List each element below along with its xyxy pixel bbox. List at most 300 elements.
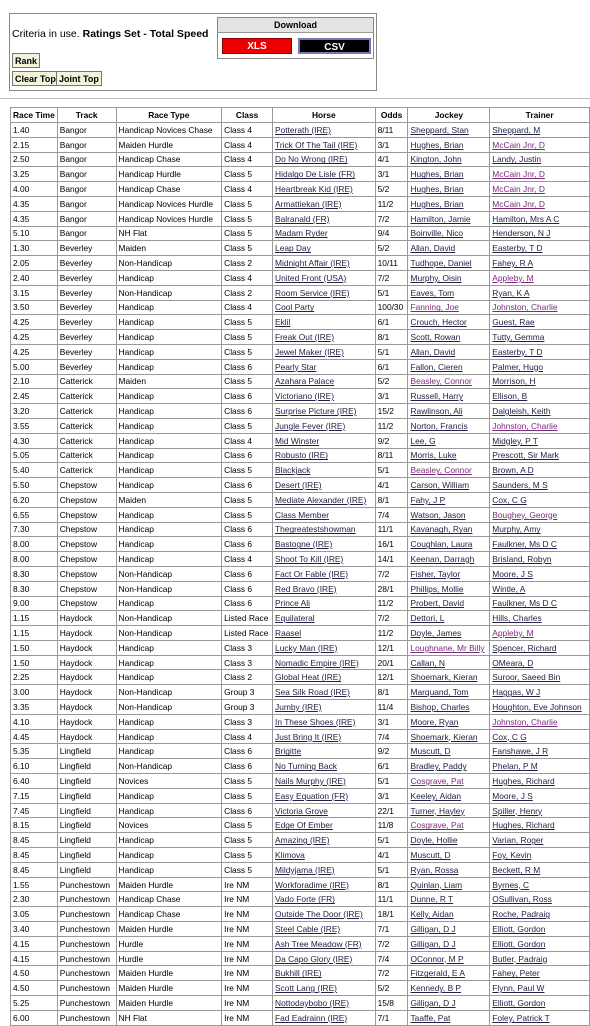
jockey-link[interactable]: Bishop, Charles — [410, 701, 470, 712]
horse-link[interactable]: Prince Ali — [275, 598, 310, 609]
race-time-cell: 6.00 — [11, 1010, 58, 1025]
jockey-link[interactable]: Muscutt, D — [410, 746, 451, 757]
trainer-link[interactable]: Easterby, T D — [492, 346, 543, 357]
horse-link[interactable]: Vado Forte (FR) — [275, 894, 335, 905]
jockey-link[interactable]: Sheppard, Stan — [410, 124, 469, 135]
horse-link[interactable]: Azahara Palace — [275, 376, 335, 387]
horse-link[interactable]: Scott Lang (IRE) — [275, 983, 337, 994]
horse-link[interactable]: Balranald (FR) — [275, 213, 330, 224]
class-cell: Ire NM — [222, 907, 273, 922]
horse-link[interactable]: Freak Out (IRE) — [275, 332, 335, 343]
race-time-cell: 3.50 — [11, 300, 58, 315]
trainer-link[interactable]: Spiller, Henry — [492, 805, 543, 816]
horse-link[interactable]: Surprise Picture (IRE) — [275, 406, 357, 417]
race-type-cell: NH Flat — [116, 226, 222, 241]
horse-link[interactable]: Jungle Fever (IRE) — [275, 420, 346, 431]
trainer-link[interactable]: Foley, Patrick T — [492, 1012, 550, 1023]
jockey-link[interactable]: Dettori, L — [410, 613, 445, 624]
horse-link[interactable]: Blackjack — [275, 465, 311, 476]
jockey-link[interactable]: Loughnane, Mr Billy — [410, 642, 485, 653]
track-cell: Punchestown — [57, 936, 116, 951]
trainer-link[interactable]: Murphy, Amy — [492, 524, 541, 535]
horse-link[interactable]: Room Service (IRE) — [275, 287, 350, 298]
jockey-link[interactable]: Coughlan, Laura — [410, 539, 473, 550]
odds-cell: 5/1 — [375, 463, 408, 478]
trainer-link[interactable]: Cox, C G — [492, 731, 527, 742]
trainer-link[interactable]: McCain Jnr, D — [492, 169, 545, 180]
horse-link[interactable]: Lucky Man (IRE) — [275, 642, 338, 653]
jockey-cell — [408, 359, 490, 374]
horse-link[interactable]: Amazing (IRE) — [275, 835, 330, 846]
trainer-link[interactable]: Fahey, R A — [492, 258, 534, 269]
trainer-link[interactable]: Fahey, Peter — [492, 968, 540, 979]
trainer-link[interactable]: Johnston, Charlie — [492, 302, 558, 313]
trainer-link[interactable]: Morrison, H — [492, 376, 536, 387]
jockey-link[interactable]: Hughes, Brian — [410, 198, 464, 209]
table-body — [11, 123, 590, 1026]
jockey-link[interactable]: Gilligan, D J — [410, 923, 456, 934]
class-cell: Ire NM — [222, 1010, 273, 1025]
class-cell: Class 5 — [222, 818, 273, 833]
jockey-link[interactable]: Russell, Harry — [410, 391, 464, 402]
class-cell: Class 2 — [222, 285, 273, 300]
jockey-link[interactable]: Bradley, Paddy — [410, 761, 467, 772]
column-header[interactable]: Horse — [273, 108, 376, 123]
trainer-link[interactable]: Byrnes, C — [492, 879, 530, 890]
trainer-link[interactable]: Butler, Padraig — [492, 953, 548, 964]
trainer-link[interactable]: Johnston, Charlie — [492, 420, 558, 431]
horse-link[interactable]: Jewel Maker (IRE) — [275, 346, 344, 357]
trainer-link[interactable]: Hughes, Richard — [492, 775, 555, 786]
jockey-link[interactable]: Beasley, Connor — [410, 465, 472, 476]
horse-link[interactable]: United Front (USA) — [275, 272, 347, 283]
trainer-link[interactable]: OSullivan, Ross — [492, 894, 552, 905]
table-row — [11, 374, 590, 389]
horse-link[interactable]: Nottodaybobo (IRE) — [275, 997, 350, 1008]
jockey-link[interactable]: Hamilton, Jamie — [410, 213, 471, 224]
trainer-link[interactable]: Palmer, Hugo — [492, 361, 544, 372]
trainer-link[interactable]: Tutty, Gemma — [492, 332, 545, 343]
jockey-link[interactable]: Shoemark, Kieran — [410, 731, 478, 742]
horse-link[interactable]: Shoot To Kill (IRE) — [275, 554, 344, 564]
odds-cell: 16/1 — [375, 537, 408, 552]
jockey-link[interactable]: Carson, William — [410, 480, 470, 491]
jockey-cell — [408, 433, 490, 448]
horse-link[interactable]: Midnight Affair (IRE) — [275, 258, 350, 269]
race-type-cell: Handicap — [116, 596, 222, 611]
jockey-link[interactable]: Cosgrave, Pat — [410, 820, 464, 831]
jockey-link[interactable]: Moore, Ryan — [410, 716, 459, 727]
odds-cell: 7/2 — [375, 566, 408, 581]
jockey-link[interactable]: Taaffe, Pat — [410, 1012, 451, 1023]
horse-link[interactable]: Mid Winster — [275, 435, 320, 446]
class-cell: Class 6 — [222, 566, 273, 581]
trainer-cell — [490, 152, 590, 167]
trainer-link[interactable]: Fanshawe, J R — [492, 746, 549, 757]
trainer-cell — [490, 167, 590, 182]
jockey-link[interactable]: Doyle, Hollie — [410, 835, 458, 846]
jockey-link[interactable]: Phillips, Mollie — [410, 583, 464, 594]
jockey-link[interactable]: Fallon, Cieren — [410, 361, 463, 372]
trainer-cell — [490, 774, 590, 789]
jockey-link[interactable]: Fahy, J P — [410, 494, 446, 505]
horse-link[interactable]: Leap Day — [275, 243, 311, 254]
horse-link[interactable]: Fad Eadrainn (IRE) — [275, 1012, 348, 1023]
rank-button[interactable]: Rank — [12, 53, 40, 68]
trainer-link[interactable]: Faulkner, Ms D C — [492, 539, 557, 550]
race-type-cell: Handicap — [116, 522, 222, 537]
jockey-link[interactable]: Scott, Rowan — [410, 332, 461, 343]
race-time-cell: 3.40 — [11, 922, 58, 937]
horse-cell — [273, 448, 376, 463]
table-row — [11, 211, 590, 226]
horse-link[interactable]: Thegreatestshowman — [275, 524, 356, 535]
table-row — [11, 877, 590, 892]
trainer-cell — [490, 359, 590, 374]
race-type-cell: Handicap — [116, 848, 222, 863]
jockey-link[interactable]: Gilligan, D J — [410, 997, 456, 1008]
class-cell: Class 4 — [222, 300, 273, 315]
column-header[interactable]: Race Time — [11, 108, 58, 123]
horse-link[interactable]: Outside The Door (IRE) — [275, 909, 363, 920]
jockey-link[interactable]: Ryan, Rossa — [410, 864, 459, 875]
race-type-cell: Handicap — [116, 744, 222, 759]
trainer-link[interactable]: McCain Jnr, D — [492, 198, 545, 209]
horse-link[interactable]: Edge Of Ember — [275, 820, 333, 831]
trainer-link[interactable]: Johnston, Charlie — [492, 716, 558, 727]
jockey-link[interactable]: Shoemark, Kieran — [410, 672, 478, 683]
table-row — [11, 389, 590, 404]
horse-link[interactable]: Cool Party — [275, 302, 315, 313]
horse-link[interactable]: Global Heat (IRE) — [275, 672, 342, 683]
horse-cell — [273, 344, 376, 359]
jockey-link[interactable]: Lee, G — [410, 435, 436, 446]
jockey-link[interactable]: Kington, John — [410, 154, 462, 165]
jockey-link[interactable]: OConnor, M P — [410, 953, 464, 964]
track-cell: Chepstow — [57, 537, 116, 552]
horse-link[interactable]: Eklil — [275, 317, 291, 328]
jockey-cell — [408, 951, 490, 966]
jockey-link[interactable]: Hughes, Brian — [410, 169, 464, 180]
horse-link[interactable]: Armattiekan (IRE) — [275, 198, 342, 209]
horse-link[interactable]: Madam Ryder — [275, 228, 328, 239]
odds-cell: 3/1 — [375, 137, 408, 152]
csv-download-button[interactable]: CSV — [298, 38, 371, 54]
trainer-link[interactable]: Sheppard, M — [492, 124, 541, 135]
jockey-cell — [408, 226, 490, 241]
trainer-link[interactable]: Boughey, George — [492, 509, 558, 520]
trainer-link[interactable]: Dalgleish, Keith — [492, 406, 551, 417]
trainer-cell — [490, 448, 590, 463]
jockey-link[interactable]: Fanning, Joe — [410, 302, 459, 313]
jockey-link[interactable]: Muscutt, D — [410, 849, 451, 860]
class-cell: Class 5 — [222, 418, 273, 433]
jockey-link[interactable]: Morris, Luke — [410, 450, 457, 461]
horse-link[interactable]: Red Bravo (IRE) — [275, 583, 337, 594]
column-header[interactable]: Track — [57, 108, 116, 123]
track-cell: Catterick — [57, 463, 116, 478]
class-cell: Class 5 — [222, 833, 273, 848]
trainer-link[interactable]: Appleby, M — [492, 272, 534, 283]
trainer-link[interactable]: Henderson, N J — [492, 228, 551, 239]
race-type-cell: Maiden — [116, 241, 222, 256]
horse-link[interactable]: Da Capo Glory (IRE) — [275, 953, 353, 964]
race-type-cell: NH Flat — [116, 1010, 222, 1025]
jockey-cell — [408, 507, 490, 522]
race-time-cell: 3.05 — [11, 907, 58, 922]
race-type-cell: Novices — [116, 818, 222, 833]
jockey-cell — [408, 670, 490, 685]
horse-cell — [273, 833, 376, 848]
trainer-link[interactable]: Phelan, P M — [492, 761, 538, 772]
class-cell: Class 4 — [222, 270, 273, 285]
horse-link[interactable]: Mildyjama (IRE) — [275, 864, 335, 875]
jockey-link[interactable]: Fisher, Taylor — [410, 568, 461, 579]
horse-link[interactable]: Hidalgo De Lisle (FR) — [275, 169, 356, 180]
trainer-link[interactable]: Hills, Charles — [492, 613, 542, 624]
horse-link[interactable]: In These Shoes (IRE) — [275, 716, 356, 727]
trainer-link[interactable]: Spencer, Richard — [492, 642, 557, 653]
trainer-link[interactable]: Houghton, Eve Johnson — [492, 701, 582, 712]
track-cell: Lingfield — [57, 803, 116, 818]
race-time-cell: 6.40 — [11, 774, 58, 789]
class-cell: Class 4 — [222, 182, 273, 197]
jockey-link[interactable]: Cosgrave, Pat — [410, 775, 464, 786]
trainer-link[interactable]: Brown, A D — [492, 465, 534, 476]
class-cell: Class 4 — [222, 433, 273, 448]
table-row — [11, 344, 590, 359]
trainer-link[interactable]: Saunders, M S — [492, 480, 548, 491]
horse-cell — [273, 670, 376, 685]
trainer-link[interactable]: Roche, Padraig — [492, 909, 551, 920]
clear-top-button[interactable]: Clear Top — [12, 71, 59, 86]
trainer-cell — [490, 315, 590, 330]
race-time-cell: 8.30 — [11, 581, 58, 596]
horse-link[interactable]: Jumby (IRE) — [275, 701, 322, 712]
odds-cell: 5/1 — [375, 344, 408, 359]
horse-cell — [273, 1010, 376, 1025]
jockey-cell — [408, 833, 490, 848]
trainer-cell — [490, 270, 590, 285]
trainer-cell — [490, 522, 590, 537]
trainer-link[interactable]: McCain Jnr, D — [492, 184, 545, 195]
trainer-link[interactable]: Moore, J S — [492, 568, 533, 579]
trainer-link[interactable]: Prescott, Sir Mark — [492, 450, 559, 461]
jockey-link[interactable]: Kavanagh, Ryan — [410, 524, 473, 535]
jockey-link[interactable]: Quinlan, Liam — [410, 879, 463, 890]
horse-link[interactable]: Do No Wrong (IRE) — [275, 154, 348, 165]
horse-link[interactable]: Pearly Star — [275, 361, 317, 372]
trainer-link[interactable]: Wintle, A — [492, 583, 526, 594]
horse-cell — [273, 507, 376, 522]
class-cell: Class 5 — [222, 211, 273, 226]
horse-link[interactable]: Bastogne (IRE) — [275, 539, 333, 550]
horse-link[interactable]: Robusto (IRE) — [275, 450, 329, 461]
race-type-cell: Non-Handicap — [116, 626, 222, 641]
trainer-link[interactable]: Ryan, K A — [492, 287, 530, 298]
trainer-link[interactable]: Guest, Rae — [492, 317, 535, 328]
trainer-link[interactable]: Ellison, B — [492, 391, 528, 402]
horse-link[interactable]: Sea Silk Road (IRE) — [275, 687, 350, 698]
jockey-link[interactable]: Hughes, Brian — [410, 139, 464, 150]
horse-link[interactable]: Mediate Alexander (IRE) — [275, 494, 367, 505]
horse-link[interactable]: Class Member — [275, 509, 330, 520]
table-row — [11, 492, 590, 507]
jockey-link[interactable]: Beasley, Connor — [410, 376, 472, 387]
class-cell: Listed Race — [222, 611, 273, 626]
horse-link[interactable]: Nails Murphy (IRE) — [275, 775, 346, 786]
odds-cell: 3/1 — [375, 167, 408, 182]
horse-link[interactable]: Fact Or Fable (IRE) — [275, 568, 349, 579]
column-header[interactable]: Odds — [375, 108, 408, 123]
trainer-link[interactable]: Cox, C G — [492, 494, 527, 505]
trainer-link[interactable]: Landy, Justin — [492, 154, 542, 165]
jockey-link[interactable]: Kennedy, B P — [410, 983, 462, 994]
jockey-link[interactable]: Callan, N — [410, 657, 445, 668]
trainer-link[interactable]: Easterby, T D — [492, 243, 543, 254]
horse-link[interactable]: Klimova — [275, 849, 305, 860]
trainer-link[interactable]: Beckett, R M — [492, 864, 541, 875]
horse-link[interactable]: Brigitte — [275, 746, 302, 757]
horse-link[interactable]: Just Bring It (IRE) — [275, 731, 342, 742]
race-time-cell: 8.45 — [11, 848, 58, 863]
jockey-link[interactable]: Rawlinson, Ali — [410, 406, 463, 417]
jockey-link[interactable]: Allan, David — [410, 346, 456, 357]
trainer-cell — [490, 226, 590, 241]
horse-link[interactable]: Victoriano (IRE) — [275, 391, 334, 402]
trainer-link[interactable]: Suroor, Saeed Bin — [492, 672, 561, 683]
jockey-cell — [408, 892, 490, 907]
trainer-link[interactable]: Varian, Roger — [492, 835, 544, 846]
jockey-link[interactable]: Gilligan, D J — [410, 938, 456, 949]
track-cell: Catterick — [57, 404, 116, 419]
horse-link[interactable]: Ash Tree Meadow (FR) — [275, 938, 362, 949]
horse-link[interactable]: Steel Cable (IRE) — [275, 923, 341, 934]
trainer-link[interactable]: Moore, J S — [492, 790, 533, 801]
jockey-link[interactable]: Watson, Jason — [410, 509, 466, 520]
jockey-link[interactable]: Probert, David — [410, 598, 465, 609]
track-cell: Bangor — [57, 211, 116, 226]
jockey-link[interactable]: Keeley, Aidan — [410, 790, 462, 801]
race-time-cell: 1.50 — [11, 655, 58, 670]
horse-link[interactable]: Nomadic Empire (IRE) — [275, 657, 359, 668]
jockey-link[interactable]: Turner, Hayley — [410, 805, 465, 816]
class-cell: Class 6 — [222, 359, 273, 374]
trainer-link[interactable]: Foy, Kevin — [492, 849, 532, 860]
criteria-value: Ratings Set - Total Speed — [82, 28, 209, 40]
jockey-link[interactable]: Murphy, Oisin — [410, 272, 462, 283]
trainer-link[interactable]: Hamilton, Mrs A C — [492, 213, 560, 224]
odds-cell: 11/2 — [375, 626, 408, 641]
table-row — [11, 907, 590, 922]
jockey-link[interactable]: Hughes, Brian — [410, 184, 464, 195]
trainer-link[interactable]: Midgley, P T — [492, 435, 538, 446]
horse-link[interactable]: Victoria Grove — [275, 805, 328, 816]
jockey-link[interactable]: Boinville, Nico — [410, 228, 464, 239]
trainer-link[interactable]: Flynn, Paul W — [492, 983, 545, 994]
jockey-link[interactable]: Fitzgerald, E A — [410, 968, 465, 979]
jockey-link[interactable]: Crouch, Hector — [410, 317, 467, 328]
trainer-link[interactable]: Hughes, Richard — [492, 820, 555, 831]
class-cell: Class 5 — [222, 463, 273, 478]
xls-download-button[interactable]: XLS — [222, 38, 292, 54]
jockey-link[interactable]: Eaves, Tom — [410, 287, 455, 298]
horse-link[interactable]: Equilateral — [275, 613, 315, 624]
trainer-cell — [490, 211, 590, 226]
trainer-link[interactable]: Elliott, Gordon — [492, 997, 546, 1008]
trainer-link[interactable]: McCain Jnr, D — [492, 139, 545, 150]
horse-cell — [273, 862, 376, 877]
horse-link[interactable]: Workforadime (IRE) — [275, 879, 349, 890]
column-header[interactable]: Class — [222, 108, 273, 123]
race-type-cell: Maiden Hurdle — [116, 981, 222, 996]
horse-link[interactable]: Raasel — [275, 627, 302, 638]
jockey-link[interactable]: Tudhope, Daniel — [410, 258, 472, 269]
race-type-cell: Handicap — [116, 862, 222, 877]
joint-top-button[interactable]: Joint Top — [56, 71, 102, 86]
jockey-link[interactable]: Allan, David — [410, 243, 456, 254]
jockey-link[interactable]: Dunne, R T — [410, 894, 454, 905]
trainer-link[interactable]: Brisland, Robyn — [492, 554, 552, 564]
odds-cell: 8/1 — [375, 330, 408, 345]
jockey-link[interactable]: Kelly, Aidan — [410, 909, 454, 920]
race-time-cell: 5.25 — [11, 996, 58, 1011]
horse-link[interactable]: Trick Of The Tail (IRE) — [275, 139, 358, 150]
column-header[interactable]: Race Type — [116, 108, 222, 123]
jockey-link[interactable]: Marquand, Tom — [410, 687, 469, 698]
jockey-cell — [408, 700, 490, 715]
track-cell: Chepstow — [57, 492, 116, 507]
odds-cell: 20/1 — [375, 655, 408, 670]
jockey-link[interactable]: Keenan, Darragh — [410, 554, 475, 564]
trainer-cell — [490, 685, 590, 700]
race-type-cell: Handicap Chase — [116, 182, 222, 197]
horse-link[interactable]: Desert (IRE) — [275, 480, 322, 491]
horse-cell — [273, 596, 376, 611]
trainer-link[interactable]: Elliott, Gordon — [492, 938, 546, 949]
race-type-cell: Handicap — [116, 714, 222, 729]
horse-link[interactable]: Easy Equation (FR) — [275, 790, 349, 801]
table-row — [11, 714, 590, 729]
column-header[interactable]: Jockey — [408, 108, 490, 123]
jockey-link[interactable]: Doyle, James — [410, 627, 462, 638]
jockey-cell — [408, 211, 490, 226]
trainer-link[interactable]: Faulkner, Ms D C — [492, 598, 557, 609]
table-row — [11, 270, 590, 285]
race-time-cell: 8.15 — [11, 818, 58, 833]
trainer-link[interactable]: Elliott, Gordon — [492, 923, 546, 934]
horse-link[interactable]: Potterath (IRE) — [275, 124, 331, 135]
class-cell: Listed Race — [222, 626, 273, 641]
race-time-cell: 8.45 — [11, 862, 58, 877]
trainer-cell — [490, 596, 590, 611]
horse-link[interactable]: Heartbreak Kid (IRE) — [275, 184, 353, 195]
odds-cell: 4/1 — [375, 478, 408, 493]
trainer-link[interactable]: OMeara, D — [492, 657, 534, 668]
race-time-cell: 3.20 — [11, 404, 58, 419]
class-cell: Class 6 — [222, 404, 273, 419]
horse-link[interactable]: No Turning Back — [275, 761, 337, 772]
jockey-link[interactable]: Norton, Francis — [410, 420, 468, 431]
horse-link[interactable]: Bukhill (IRE) — [275, 968, 322, 979]
trainer-link[interactable]: Haggas, W J — [492, 687, 541, 698]
trainer-link[interactable]: Appleby, M — [492, 627, 534, 638]
trainer-cell — [490, 196, 590, 211]
column-header[interactable]: Trainer — [490, 108, 590, 123]
race-type-cell: Handicap — [116, 803, 222, 818]
trainer-cell — [490, 1010, 590, 1025]
race-time-cell: 4.35 — [11, 211, 58, 226]
